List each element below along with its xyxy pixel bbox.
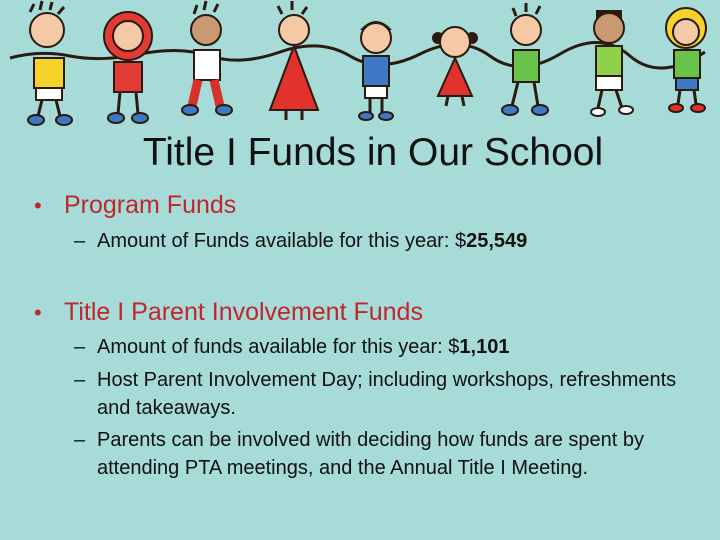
children-illustration — [0, 0, 720, 130]
section-heading-parent-involvement: • Title I Parent Involvement Funds — [34, 298, 423, 326]
list-item: – Host Parent Involvement Day; including workshops, refreshments and takeaways. — [74, 369, 677, 419]
bullet-icon: • — [34, 300, 42, 325]
kid-lime-shirt — [591, 10, 633, 116]
dash-icon: – — [74, 230, 86, 252]
list-item: – Amount of funds available for this year: $1,101 — [74, 334, 707, 362]
dash-icon: – — [74, 336, 86, 358]
kid-green-shirt — [502, 3, 548, 115]
dash-icon: – — [74, 369, 86, 391]
bullet-icon: • — [34, 193, 42, 218]
slide-title: Title I Funds in Our School — [142, 131, 604, 174]
program-funds-amount: 25,549 — [466, 230, 528, 252]
kid-pigtails — [432, 27, 478, 106]
kid-red-dress — [270, 1, 318, 120]
kid-blue-shirt — [359, 21, 393, 120]
dash-icon: – — [74, 429, 86, 451]
kid-yellow-shirt — [28, 1, 72, 125]
parent-funds-amount: 1,101 — [459, 336, 510, 358]
list-item: – Parents can be involved with deciding how funds are spent by attending PTA meetings, and the Annual Title I Meeting. — [74, 429, 645, 479]
section-heading-program-funds: • Program Funds — [34, 191, 237, 219]
kid-yellow-hair — [666, 8, 706, 112]
kid-red-hair — [104, 12, 152, 123]
list-item: – Amount of Funds available for this year: $25,549 — [74, 228, 707, 256]
